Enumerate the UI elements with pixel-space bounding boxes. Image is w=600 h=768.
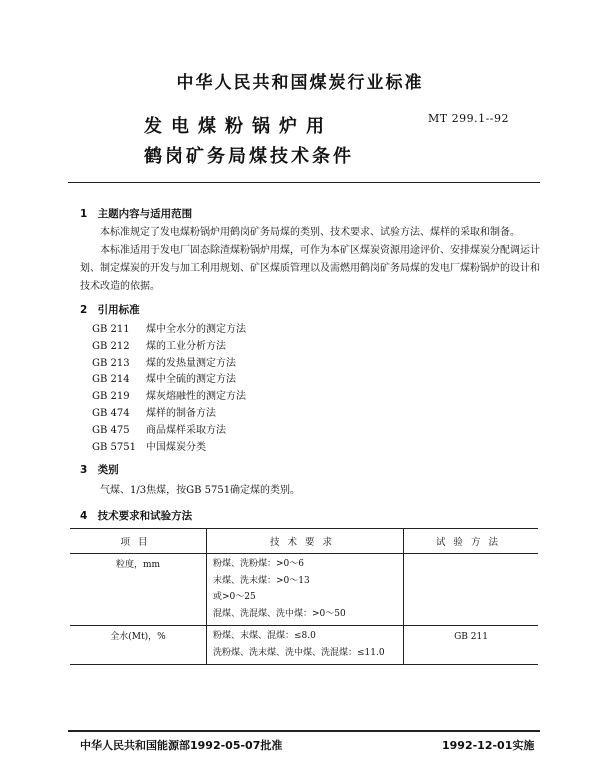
section-1-heading (80, 206, 192, 221)
row-method (404, 554, 539, 626)
row-item: 全水(Mt)，% (70, 626, 207, 665)
row-requirements (207, 626, 404, 665)
reference-item: GB 475 商品煤样采取方法 (92, 424, 226, 436)
column-header-item: 项目 (70, 529, 207, 554)
table-header-row (70, 529, 538, 554)
row-method: GB 211 (404, 626, 539, 665)
table-row (70, 554, 538, 626)
requirement-line: 粉煤、末煤、混煤：≤8.0 (213, 631, 316, 641)
header-divider (68, 182, 540, 183)
section-1-title: 主题内容与适用范围 (97, 208, 193, 220)
section-3-title: 类别 (97, 464, 119, 476)
technical-requirements-table (70, 528, 538, 665)
column-header-method: 试验方法 (404, 529, 539, 554)
standard-code: MT 299.1--92 (428, 112, 510, 125)
section-3-heading (80, 462, 119, 477)
standard-category-heading: 中华人民共和国煤炭行业标准 (176, 73, 424, 93)
reference-item: GB 5751 中国煤炭分类 (92, 441, 206, 453)
section-1-para-1: 本标准规定了发电煤粉锅炉用鹤岗矿务局煤的类别、技术要求、试验方法、煤样的采取和制备。 (100, 227, 520, 238)
effective-date: 1992-12-01实施 (442, 739, 535, 752)
requirement-line: 混煤、洗混煤、洗中煤：>0～50 (213, 608, 346, 619)
requirement-line: 末煤、洗末煤：>0～13 (213, 575, 310, 586)
reference-item: GB 219 煤灰熔融性的测定方法 (92, 391, 246, 403)
section-1-para-2: 本标准适用于发电厂固态除渣煤粉锅炉用煤，可作为本矿区煤炭资源用途评价、安排煤炭分配调运计划、制定煤炭的开发与加工利用规划、矿区煤质管理以及需燃用鹤岗矿务局煤的发电厂煤粉锅炉的设计和技术改造的依据。 (80, 245, 540, 292)
reference-list (92, 322, 246, 456)
footer-divider (68, 730, 540, 732)
reference-item: GB 213 煤的发热量测定方法 (92, 357, 236, 369)
row-requirements (207, 554, 404, 626)
section-4-title: 技术要求和试验方法 (97, 510, 193, 522)
row-item: 粒度，mm (70, 554, 207, 626)
requirement-line: 洗粉煤、洗末煤、洗中煤、洗混煤：≤11.0 (213, 647, 385, 658)
reference-item: GB 211 煤中全水分的测定方法 (92, 324, 246, 335)
reference-item: GB 214 煤中全硫的测定方法 (92, 374, 236, 386)
section-2-title: 引用标准 (97, 304, 140, 316)
section-4-heading (80, 508, 192, 523)
section-3-body (80, 482, 540, 500)
section-2-number: 2 (80, 304, 88, 316)
section-2-heading (80, 302, 140, 317)
section-4-number: 4 (80, 510, 88, 522)
section-1-body (80, 224, 540, 296)
document-title-line-1: 发电煤粉锅炉用 (144, 116, 333, 137)
reference-item: GB 474 煤样的制备方法 (92, 407, 216, 419)
requirement-line: 或>0～25 (213, 592, 256, 602)
requirement-line: 粉煤、洗粉煤：>0～6 (213, 559, 304, 569)
section-3-number: 3 (80, 464, 88, 476)
document-title-line-2: 鹤岗矿务局煤技术条件 (144, 146, 354, 167)
table-row (70, 626, 538, 665)
approval-statement: 中华人民共和国能源部1992-05-07批准 (80, 739, 283, 752)
column-header-requirements: 技术要求 (207, 529, 404, 554)
section-3-text: 气煤、1/3焦煤，按GB 5751确定煤的类别。 (100, 485, 301, 496)
reference-item: GB 212 煤的工业分析方法 (92, 340, 226, 352)
section-1-number: 1 (80, 208, 88, 220)
